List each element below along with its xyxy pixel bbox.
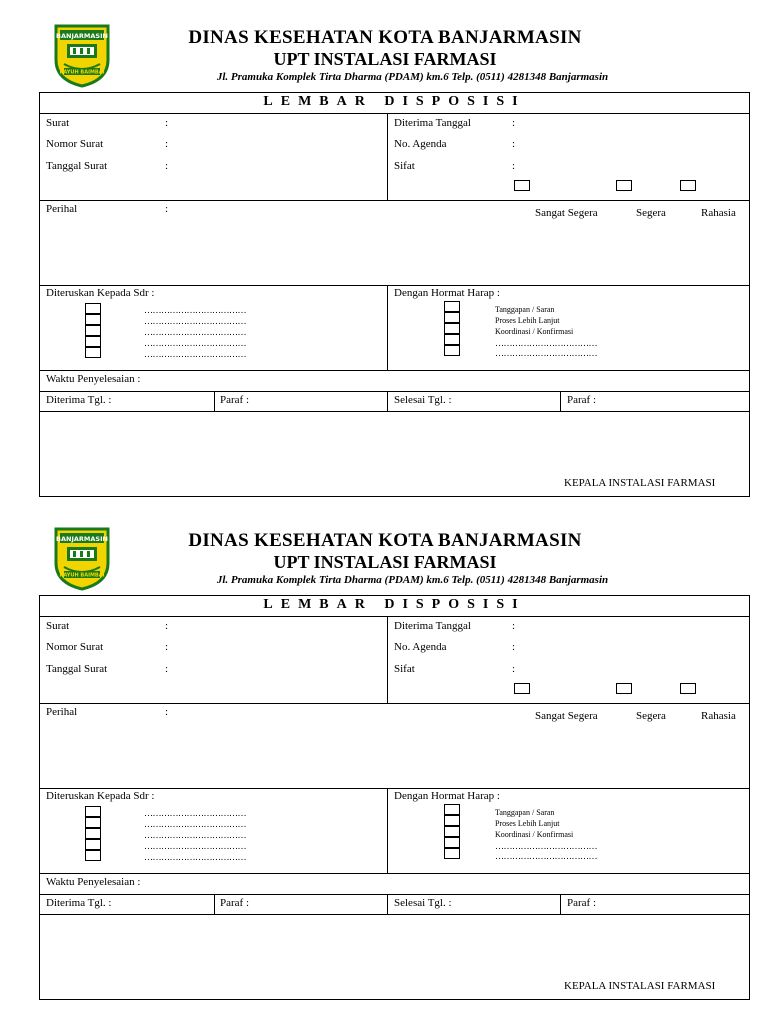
segera-checkbox[interactable] (616, 683, 632, 694)
sangat-segera-checkbox[interactable] (514, 180, 530, 191)
diterima-tanggal-label: Diterima Tanggal (394, 620, 471, 632)
recipient-checkbox[interactable] (85, 850, 101, 861)
divider (387, 285, 388, 370)
instruction-checkbox[interactable] (444, 334, 460, 345)
diterima-tgl-label: Diterima Tgl. : (46, 897, 112, 909)
divider (214, 391, 215, 411)
rahasia-checkbox[interactable] (680, 683, 696, 694)
dotted-line: ……………………………… (144, 349, 246, 359)
perihal-label: Perihal (46, 203, 78, 215)
dotted-line: ……………………………… (144, 338, 246, 348)
logo (52, 525, 112, 591)
paraf-label: Paraf : (567, 897, 597, 909)
no-agenda-label: No. Agenda (394, 138, 447, 150)
tanggapan-label: Tanggapan / Saran (495, 305, 555, 314)
instruction-checkbox[interactable] (444, 804, 460, 815)
address: Jl. Pramuka Komplek Tirta Dharma (PDAM) km.6 Telp. (0511) 4281348 Banjarmasin (216, 71, 609, 83)
koordinasi-label: Koordinasi / Konfirmasi (495, 830, 574, 839)
perihal-label: Perihal (46, 706, 78, 718)
dotted-line: ……………………………… (495, 841, 597, 851)
instruction-checkbox[interactable] (444, 837, 460, 848)
instruction-checkbox[interactable] (444, 826, 460, 837)
dengan-hormat-label: Dengan Hormat Harap : (394, 287, 500, 299)
dotted-line: ……………………………… (144, 327, 246, 337)
dotted-line: ……………………………… (144, 808, 246, 818)
colon: : (512, 620, 516, 632)
address: Jl. Pramuka Komplek Tirta Dharma (PDAM) km.6 Telp. (0511) 4281348 Banjarmasin (216, 574, 609, 586)
divider (387, 788, 388, 873)
form-title: LEMBAR DISPOSISI (263, 597, 526, 612)
colon: : (512, 663, 516, 675)
colon: : (512, 160, 516, 172)
recipient-checkbox[interactable] (85, 817, 101, 828)
logo-top-text: BANJARMASIN (56, 535, 108, 543)
selesai-tgl-label: Selesai Tgl. : (394, 897, 452, 909)
dotted-line: ……………………………… (144, 819, 246, 829)
divider (40, 914, 749, 915)
dotted-line: ……………………………… (144, 316, 246, 326)
disposition-form-1 (0, 0, 768, 500)
surat-label: Surat (46, 117, 70, 129)
dotted-line: ……………………………… (495, 338, 597, 348)
dotted-line: ……………………………… (144, 830, 246, 840)
divider (214, 894, 215, 914)
recipient-checkbox[interactable] (85, 828, 101, 839)
signatory-title: KEPALA INSTALASI FARMASI (564, 980, 716, 992)
divider (387, 113, 388, 200)
colon: : (165, 138, 169, 150)
tanggal-surat-label: Tanggal Surat (46, 663, 108, 675)
logo-top-text: BANJARMASIN (56, 32, 108, 40)
agency-title: DINAS KESEHATAN KOTA BANJARMASIN (188, 530, 582, 551)
dotted-line: ……………………………… (144, 305, 246, 315)
colon: : (165, 160, 169, 172)
segera-label: Segera (636, 710, 666, 722)
form-title: LEMBAR DISPOSISI (263, 94, 526, 109)
dotted-line: ……………………………… (144, 841, 246, 851)
colon: : (165, 620, 169, 632)
nomor-surat-label: Nomor Surat (46, 641, 104, 653)
divider (40, 200, 749, 201)
disposition-form-2 (0, 503, 768, 1003)
colon: : (165, 203, 169, 215)
diteruskan-label: Diteruskan Kepada Sdr : (46, 790, 155, 802)
divider (387, 391, 388, 411)
divider (387, 894, 388, 914)
sifat-label: Sifat (394, 160, 415, 172)
dotted-line: ……………………………… (144, 852, 246, 862)
divider (387, 616, 388, 703)
paraf-label: Paraf : (567, 394, 597, 406)
unit-title: UPT INSTALASI FARMASI (273, 49, 497, 69)
segera-checkbox[interactable] (616, 180, 632, 191)
dotted-line: ……………………………… (495, 348, 597, 358)
divider (40, 411, 749, 412)
disposition-table (39, 595, 750, 1000)
divider (40, 391, 749, 392)
recipient-checkbox[interactable] (85, 314, 101, 325)
signatory-title: KEPALA INSTALASI FARMASI (564, 477, 716, 489)
logo-bottom-text: KAYUH BAIMBAI (59, 69, 105, 76)
diterima-tanggal-label: Diterima Tanggal (394, 117, 471, 129)
paraf-label: Paraf : (220, 394, 250, 406)
rahasia-label: Rahasia (701, 207, 736, 219)
instruction-checkbox[interactable] (444, 323, 460, 334)
selesai-tgl-label: Selesai Tgl. : (394, 394, 452, 406)
divider (40, 894, 749, 895)
waktu-label: Waktu Penyelesaian : (46, 373, 141, 385)
diterima-tgl-label: Diterima Tgl. : (46, 394, 112, 406)
dotted-line: ……………………………… (495, 851, 597, 861)
segera-label: Segera (636, 207, 666, 219)
divider (560, 391, 561, 411)
dengan-hormat-label: Dengan Hormat Harap : (394, 790, 500, 802)
colon: : (165, 663, 169, 675)
divider (40, 370, 749, 371)
instruction-checkbox[interactable] (444, 848, 460, 859)
recipient-checkbox[interactable] (85, 303, 101, 314)
divider (40, 285, 749, 286)
unit-title: UPT INSTALASI FARMASI (273, 552, 497, 572)
divider (40, 873, 749, 874)
proses-label: Proses Lebih Lanjut (495, 819, 560, 828)
proses-label: Proses Lebih Lanjut (495, 316, 560, 325)
waktu-label: Waktu Penyelesaian : (46, 876, 141, 888)
recipient-checkbox[interactable] (85, 839, 101, 850)
surat-label: Surat (46, 620, 70, 632)
rahasia-label: Rahasia (701, 710, 736, 722)
nomor-surat-label: Nomor Surat (46, 138, 104, 150)
divider (40, 113, 749, 114)
colon: : (165, 641, 169, 653)
divider (40, 703, 749, 704)
instruction-checkbox[interactable] (444, 345, 460, 356)
recipient-checkbox[interactable] (85, 336, 101, 347)
disposition-table (39, 92, 750, 497)
colon: : (165, 706, 169, 718)
recipient-checkbox[interactable] (85, 806, 101, 817)
logo-bottom-text: KAYUH BAIMBAI (59, 572, 105, 579)
instruction-checkbox[interactable] (444, 312, 460, 323)
recipient-checkbox[interactable] (85, 325, 101, 336)
koordinasi-label: Koordinasi / Konfirmasi (495, 327, 574, 336)
colon: : (512, 138, 516, 150)
colon: : (512, 117, 516, 129)
sangat-segera-label: Sangat Segera (535, 710, 598, 722)
divider (40, 616, 749, 617)
logo (52, 22, 112, 88)
sangat-segera-label: Sangat Segera (535, 207, 598, 219)
tanggapan-label: Tanggapan / Saran (495, 808, 555, 817)
agency-title: DINAS KESEHATAN KOTA BANJARMASIN (188, 27, 582, 48)
divider (40, 788, 749, 789)
diteruskan-label: Diteruskan Kepada Sdr : (46, 287, 155, 299)
colon: : (165, 117, 169, 129)
recipient-checkbox[interactable] (85, 347, 101, 358)
instruction-checkbox[interactable] (444, 301, 460, 312)
paraf-label: Paraf : (220, 897, 250, 909)
sifat-label: Sifat (394, 663, 415, 675)
instruction-checkbox[interactable] (444, 815, 460, 826)
rahasia-checkbox[interactable] (680, 180, 696, 191)
divider (560, 894, 561, 914)
sangat-segera-checkbox[interactable] (514, 683, 530, 694)
colon: : (512, 641, 516, 653)
tanggal-surat-label: Tanggal Surat (46, 160, 108, 172)
no-agenda-label: No. Agenda (394, 641, 447, 653)
